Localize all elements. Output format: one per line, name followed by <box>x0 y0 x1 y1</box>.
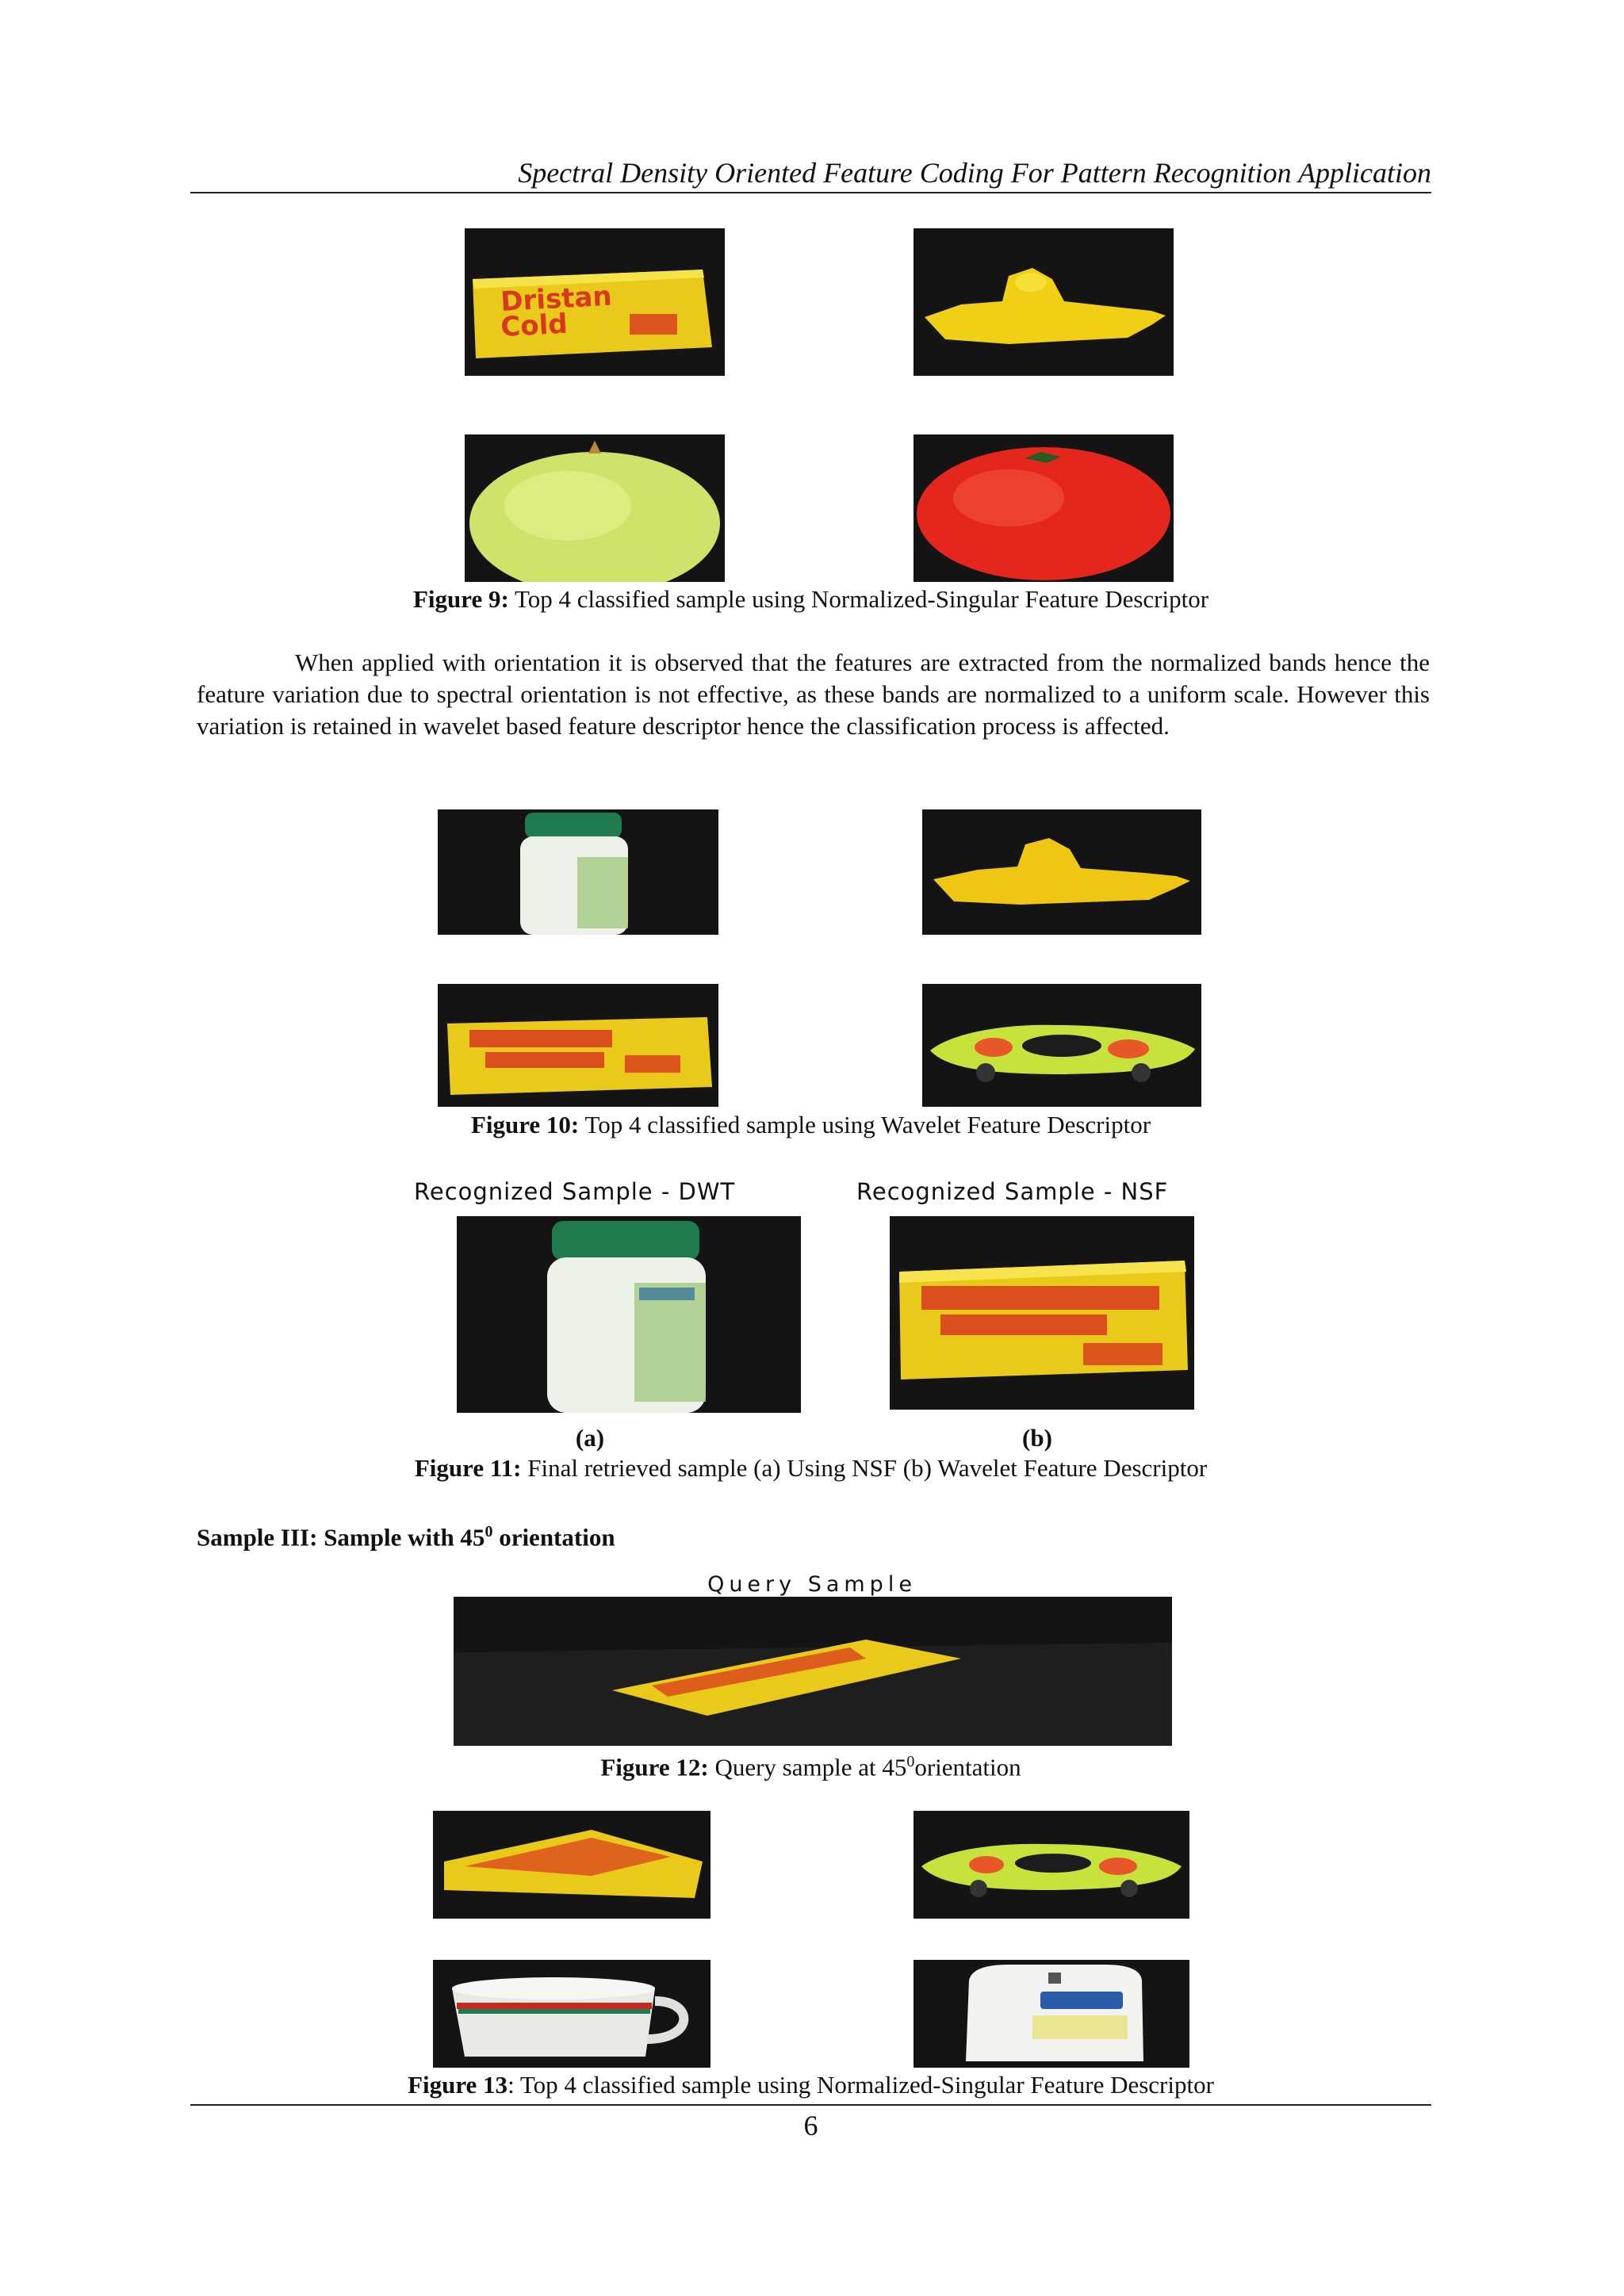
section-heading-suffix: orientation <box>492 1523 615 1552</box>
fig13-image-floss-box <box>914 1960 1189 2068</box>
fig11-title-nsf: Recognized Sample - NSF <box>856 1178 1169 1205</box>
fig11-sublabel-a: (a) <box>575 1424 605 1452</box>
figure-10-text: Top 4 classified sample using Wavelet Feature Descriptor <box>579 1111 1151 1138</box>
footer-rule <box>190 2104 1431 2106</box>
fig9-image-dristan-box <box>465 228 725 376</box>
fig11-image-dristan-box <box>890 1216 1194 1410</box>
figure-12-label: Figure 12: <box>600 1753 709 1781</box>
figure-13-caption <box>190 2069 1431 2101</box>
fig12-image-query-box <box>454 1597 1172 1746</box>
fig9-box-label-2: Cold <box>500 308 569 343</box>
figure-13-label: Figure 13 <box>408 2071 508 2099</box>
body-paragraph: When applied with orientation it is observed that the features are extracted from the normalized bands hence the feature variation due to spectral orientation is not effective, as these bands are normalized to a uniform scale. However this variation is retained in wavelet based feature descriptor hence the classification process is affected. <box>197 649 1430 740</box>
fig10-image-bottle <box>438 809 718 935</box>
figure-10-label: Figure 10: <box>470 1111 580 1138</box>
section-heading-sup: 0 <box>485 1523 493 1540</box>
fig11-image-bottle <box>457 1216 801 1413</box>
fig11-sublabel-b: (b) <box>1022 1424 1052 1452</box>
figure-12-caption <box>190 1746 1431 1783</box>
figure-9-caption <box>190 584 1431 615</box>
page-number: 6 <box>803 2110 818 2141</box>
section-heading-prefix: Sample III: Sample with 45 <box>197 1523 485 1552</box>
figure-9-label: Figure 9: <box>412 585 509 613</box>
section-heading <box>197 1516 615 1553</box>
fig9-image-toy-boat <box>914 228 1174 376</box>
fig10-image-dristan-box <box>438 984 718 1107</box>
fig10-image-toy-boat <box>922 809 1201 935</box>
fig10-image-toy-car <box>922 984 1201 1107</box>
fig13-image-cup <box>433 1960 710 2068</box>
fig9-box-label-1: Dristan <box>500 280 613 318</box>
figure-11-caption <box>190 1452 1431 1484</box>
figure-11-text: Final retrieved sample (a) Using NSF (b) Wavelet Feature Descriptor <box>521 1454 1208 1482</box>
fig9-image-tomato <box>914 434 1174 582</box>
figure-11-label: Figure 11: <box>414 1454 522 1482</box>
figure-12-sup: 0 <box>906 1753 915 1770</box>
figure-12-text-prefix: Query sample at 45 <box>708 1753 907 1781</box>
figure-10-caption <box>190 1109 1431 1141</box>
fig12-title: Query Sample <box>707 1572 917 1597</box>
header-rule <box>190 192 1431 193</box>
figure-9-text: Top 4 classified sample using Normalized-Singular Feature Descriptor <box>508 585 1209 613</box>
fig9-image-onion <box>465 434 725 582</box>
fig13-image-box-angled <box>433 1811 710 1919</box>
fig11-title-dwt: Recognized Sample - DWT <box>414 1178 736 1205</box>
figure-13-text: : Top 4 classified sample using Normalized-Singular Feature Descriptor <box>508 2071 1214 2099</box>
figure-12-text-suffix: orientation <box>914 1753 1021 1781</box>
running-header: Spectral Density Oriented Feature Coding For Pattern Recognition Application <box>518 157 1431 189</box>
fig13-image-toy-car <box>914 1811 1189 1919</box>
